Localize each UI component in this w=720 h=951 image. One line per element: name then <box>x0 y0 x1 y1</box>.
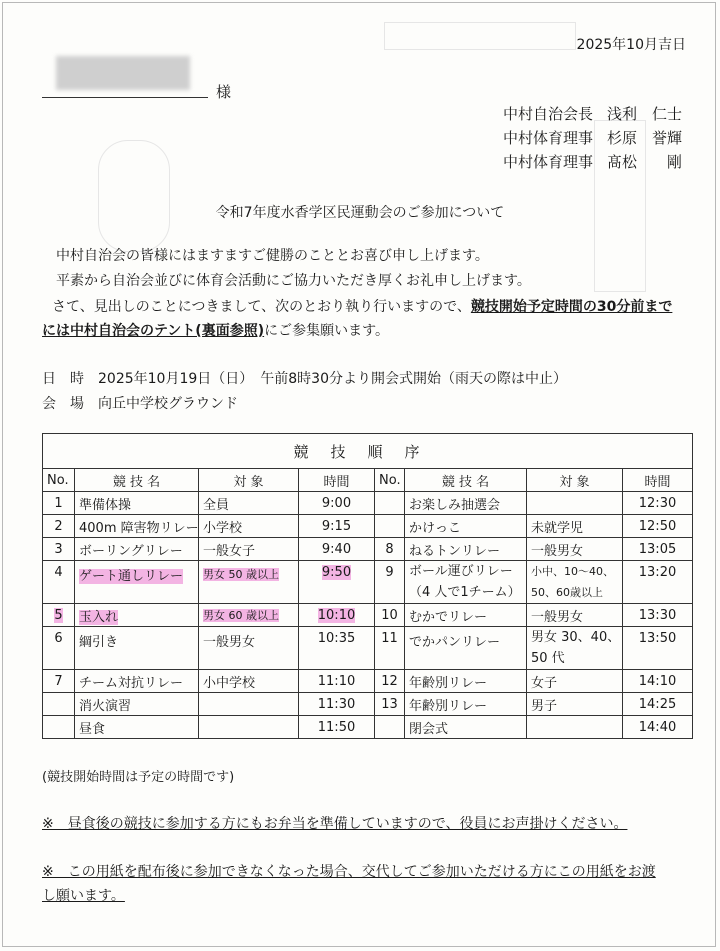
col-header-no: No. <box>43 469 75 492</box>
cell-target: 小学校 <box>199 515 299 538</box>
cell-target-highlighted: 男女 50 歳以上 <box>199 561 299 604</box>
notice-lunch: ※ 昼食後の競技に参加する方にもお弁当を準備していますので、役員にお声掛けください。 <box>42 816 628 832</box>
cell-time: 9:40 <box>299 538 375 561</box>
table-row <box>43 515 693 538</box>
col-header-target: 対 象 <box>527 469 623 492</box>
highlight-tent: には中村自治会のテント(裏面参照) <box>42 323 265 339</box>
table-row <box>43 604 693 627</box>
cell-target: 一般男女 <box>527 604 623 627</box>
cell-no <box>375 492 405 515</box>
signer-1: 中村自治会長 浅利 仁士 <box>503 105 683 123</box>
cell-time: 14:25 <box>623 693 693 716</box>
cell-time-highlighted: 10:10 <box>299 604 375 627</box>
table-row <box>43 561 693 604</box>
cell-event-highlighted: ゲート通しリレー <box>75 561 199 604</box>
cell-no: 12 <box>375 670 405 693</box>
addressee-suffix: 様 <box>216 83 232 101</box>
cell-event-highlighted: 玉入れ <box>75 604 199 627</box>
signer-3: 中村体育理事 髙松 剛 <box>503 153 683 171</box>
cell-event: むかでリレー <box>405 604 527 627</box>
event-venue: 会 場 向丘中学校グラウンド <box>42 396 238 412</box>
schedule-table <box>42 433 693 739</box>
col-header-target: 対 象 <box>199 469 299 492</box>
cell-time: 12:50 <box>623 515 693 538</box>
cell-event: 昼食 <box>75 716 199 739</box>
cell-no: 9 <box>375 561 405 604</box>
cell-time: 9:00 <box>299 492 375 515</box>
cell-target <box>527 492 623 515</box>
cell-event: 年齢別リレー <box>405 670 527 693</box>
cell-target: 一般女子 <box>199 538 299 561</box>
paragraph-4: には中村自治会のテント(裏面参照)にご参集願います。 <box>42 323 389 339</box>
show-through <box>98 140 170 252</box>
cell-time: 13:05 <box>623 538 693 561</box>
cell-no: 13 <box>375 693 405 716</box>
cell-event: 閉会式 <box>405 716 527 739</box>
col-header-time: 時間 <box>299 469 375 492</box>
cell-target: 未就学児 <box>527 515 623 538</box>
cell-event: 綱引き <box>75 627 199 670</box>
cell-no <box>375 515 405 538</box>
paragraph-3: さて、見出しのことにつきまして、次のとおり執り行いますので、競技開始予定時間の30分前まで <box>52 299 673 315</box>
cell-no: 11 <box>375 627 405 670</box>
cell-time-highlighted: 9:50 <box>299 561 375 604</box>
cell-event: お楽しみ抽選会 <box>405 492 527 515</box>
show-through <box>384 22 576 50</box>
col-header-event: 競 技 名 <box>405 469 527 492</box>
cell-time: 11:30 <box>299 693 375 716</box>
cell-no: 3 <box>43 538 75 561</box>
cell-target <box>527 716 623 739</box>
cell-target: 男女 30、40、 50 代 <box>527 627 623 670</box>
cell-no: 1 <box>43 492 75 515</box>
highlight-arrival-time: 競技開始予定時間の30分前まで <box>470 299 673 315</box>
cell-target: 小中学校 <box>199 670 299 693</box>
cell-target <box>199 716 299 739</box>
letter-title: 令和7年度水香学区民運動会のご参加について <box>215 205 505 221</box>
issue-date: 2025年10月吉日 <box>576 37 686 53</box>
cell-no <box>375 716 405 739</box>
cell-no-highlighted: 5 <box>43 604 75 627</box>
cell-no: 7 <box>43 670 75 693</box>
event-date: 日 時 2025年10月19日（日） 午前8時30分より開会式開始（雨天の際は中止） <box>42 371 567 387</box>
table-row <box>43 492 693 515</box>
cell-time: 13:50 <box>623 627 693 670</box>
cell-event: かけっこ <box>405 515 527 538</box>
cell-time: 9:15 <box>299 515 375 538</box>
cell-target: 小中、10～40、 50、60歳以上 <box>527 561 623 604</box>
cell-target <box>199 693 299 716</box>
paragraph-2: 平素から自治会並びに体育会活動にご協力いただき厚くお礼申し上げます。 <box>56 273 531 289</box>
signer-2: 中村体育理事 杉原 誉輝 <box>503 129 683 147</box>
col-header-event: 競 技 名 <box>75 469 199 492</box>
cell-no <box>43 716 75 739</box>
cell-time: 13:20 <box>623 561 693 604</box>
cell-time: 13:30 <box>623 604 693 627</box>
table-row <box>43 716 693 739</box>
cell-target: 女子 <box>527 670 623 693</box>
cell-event: 400m 障害物リレー <box>75 515 199 538</box>
cell-event: チーム対抗リレー <box>75 670 199 693</box>
cell-no <box>43 693 75 716</box>
notice-substitute-line2: し願います。 <box>42 888 125 904</box>
cell-time: 10:35 <box>299 627 375 670</box>
cell-event: 消火演習 <box>75 693 199 716</box>
cell-no: 6 <box>43 627 75 670</box>
cell-time: 14:40 <box>623 716 693 739</box>
cell-time: 12:30 <box>623 492 693 515</box>
cell-target: 全員 <box>199 492 299 515</box>
cell-time: 11:10 <box>299 670 375 693</box>
redacted-addressee <box>56 56 190 90</box>
cell-target: 一般男女 <box>199 627 299 670</box>
cell-event: でかパンリレー <box>405 627 527 670</box>
cell-target: 男子 <box>527 693 623 716</box>
cell-time: 11:50 <box>299 716 375 739</box>
paragraph-1: 中村自治会の皆様にはますますご健勝のこととお喜び申し上げます。 <box>56 248 489 264</box>
cell-event: ボール運びリレー （4 人で1チーム） <box>405 561 527 604</box>
table-row <box>43 627 693 670</box>
cell-event: ねるトンリレー <box>405 538 527 561</box>
schedule-title: 競技順序 <box>43 434 693 469</box>
cell-target-highlighted: 男女 60 歳以上 <box>199 604 299 627</box>
cell-time: 14:10 <box>623 670 693 693</box>
schedule-footnote: (競技開始時間は予定の時間です) <box>42 770 235 785</box>
cell-no: 8 <box>375 538 405 561</box>
table-row <box>43 693 693 716</box>
table-row <box>43 670 693 693</box>
cell-no: 4 <box>43 561 75 604</box>
col-header-no: No. <box>375 469 405 492</box>
cell-event: 準備体操 <box>75 492 199 515</box>
cell-no: 2 <box>43 515 75 538</box>
notice-substitute-line1: ※ この用紙を配布後に参加できなくなった場合、交代してご参加いただける方にこの用紙をお渡 <box>42 864 656 880</box>
cell-event: ボーリングリレー <box>75 538 199 561</box>
table-row <box>43 538 693 561</box>
cell-target: 一般男女 <box>527 538 623 561</box>
col-header-time: 時間 <box>623 469 693 492</box>
addressee-line <box>42 97 208 98</box>
cell-no: 10 <box>375 604 405 627</box>
table-header-row <box>43 469 693 492</box>
cell-event: 年齢別リレー <box>405 693 527 716</box>
